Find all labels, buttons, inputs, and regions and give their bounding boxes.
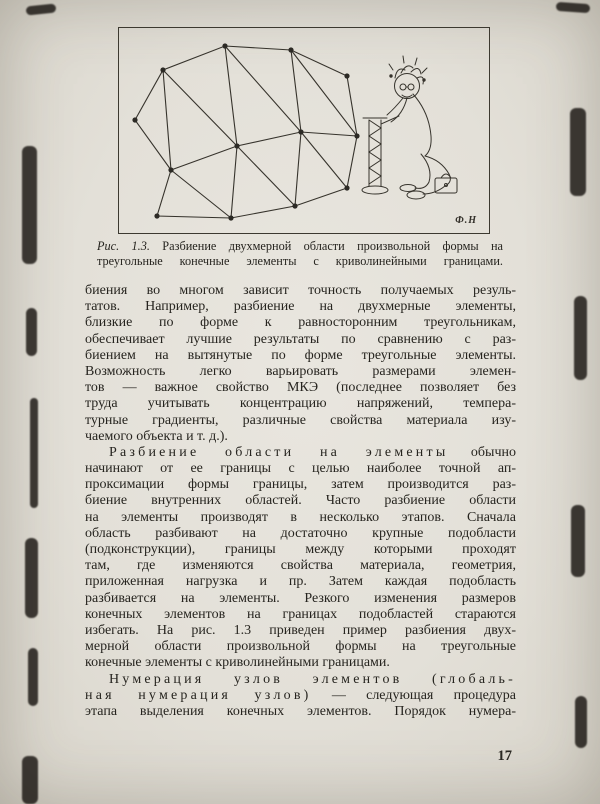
text-line: [85, 655, 516, 671]
text-run: там, где изменяются свойства материала, геометрия,: [85, 558, 516, 574]
text-run: чаемого объекта и т. д.).: [85, 428, 228, 444]
text-line: [85, 526, 516, 542]
text-line: [85, 639, 516, 655]
text-run: близкие по форме к равносторонним треугольникам,: [85, 315, 516, 331]
text-run: треугольные конечные элементы с криволинейными границами.: [97, 254, 503, 268]
text-line: [85, 445, 516, 461]
scan-artifact: [25, 538, 38, 618]
text-run: турные градиенты, различные свойства материала изу-: [85, 412, 516, 428]
text-line: [85, 574, 516, 590]
scan-artifact: [571, 505, 585, 577]
text-run: разбивается на элементы. Резкого изменения размеров: [85, 590, 516, 606]
text-run: Возможность легко варьировать размерами элемен-: [85, 363, 516, 379]
text-run: — следующая процедура: [311, 687, 516, 703]
text-run: Разбиение двухмерной области произвольной формы на: [149, 239, 503, 253]
text-line: [85, 558, 516, 574]
text-run: этапа выделения конечных элементов. Порядок нумера-: [85, 703, 516, 719]
body-text: [85, 283, 516, 720]
cartoon-man: [362, 56, 457, 199]
figure-1-3-frame: [118, 27, 490, 234]
text-run: татов. Например, разбиение на двухмерные элементы,: [85, 299, 516, 315]
text-line: [85, 380, 516, 396]
text-line: [85, 315, 516, 331]
text-line: [85, 429, 516, 445]
scan-artifact: [22, 756, 38, 804]
text-line: [97, 239, 503, 254]
text-line: [85, 672, 516, 688]
text-line: [85, 396, 516, 412]
scan-artifact: [26, 308, 37, 356]
text-run: труда учитывать концентрацию напряжений, темпера-: [85, 396, 516, 412]
text-line: [85, 364, 516, 380]
text-run: (подконструкции), границы между которыми проходят: [85, 542, 516, 557]
text-run: начинают от ее границы с целью наиболее точной ап-: [85, 461, 516, 477]
text-run: приложенная нагрузка и пр. Затем каждая подобласть: [85, 574, 516, 590]
text-run: биения во многом зависит точность получаемых резуль-: [85, 283, 516, 298]
text-line: [85, 493, 516, 509]
text-line: [85, 348, 516, 364]
scan-artifact: [570, 108, 586, 196]
text-line: [85, 704, 516, 720]
text-line: [85, 623, 516, 639]
scan-artifact: [22, 146, 37, 264]
figure-caption: [97, 239, 503, 269]
artist-signature: Ф.Н: [455, 215, 477, 226]
text-line: [85, 688, 516, 704]
text-line: [85, 477, 516, 493]
text-run: мерной области произвольной формы на треугольные: [85, 639, 516, 655]
emphasized-text-run: ная нумерация узлов): [85, 687, 312, 703]
figure-illustration: [119, 28, 489, 233]
italic-text-run: Рис. 1.3.: [97, 239, 150, 253]
text-run: проксимации формы границы, затем производится раз-: [85, 477, 516, 493]
text-line: [85, 607, 516, 623]
text-line: [85, 299, 516, 315]
text-line: [85, 283, 516, 299]
scan-artifact: [556, 2, 591, 13]
text-line: [85, 413, 516, 429]
text-run: биение внутренних областей. Часто разбиение области: [85, 493, 516, 509]
text-run: обеспечивает лучшие результаты по сравнению с раз-: [85, 331, 516, 347]
text-run: на элементы производят в несколько этапов. Сначала: [85, 509, 516, 525]
emphasized-text-run: Нумерация узлов элементов (глобаль-: [109, 671, 516, 687]
finite-element-mesh: [135, 46, 357, 218]
scan-artifact: [26, 3, 57, 15]
text-run: область разбивают на достаточно крупные подобласти: [85, 525, 516, 541]
scan-artifact: [575, 696, 587, 748]
text-run: биением на вытянутые по форме треугольные элементы.: [85, 347, 516, 363]
text-run: обычно: [448, 444, 516, 460]
text-run: избегать. На рис. 1.3 приведен пример разбиения двух-: [85, 622, 516, 638]
text-line: [85, 510, 516, 526]
text-run: конечные элементы с криволинейными границами.: [85, 655, 390, 671]
scan-artifact: [574, 296, 587, 380]
scan-artifact: [28, 648, 38, 706]
text-line: [85, 591, 516, 607]
text-run: конечных элементов на границах подобластей стараются: [85, 606, 516, 622]
text-line: [97, 254, 503, 269]
emphasized-text-run: Разбиение области на элементы: [109, 444, 449, 460]
scan-artifact: [30, 398, 38, 508]
text-run: тов — важное свойство МКЭ (последнее позволяет без: [85, 380, 516, 396]
text-line: [85, 542, 516, 558]
text-line: [85, 461, 516, 477]
text-line: [85, 332, 516, 348]
page-number: 17: [497, 748, 512, 764]
